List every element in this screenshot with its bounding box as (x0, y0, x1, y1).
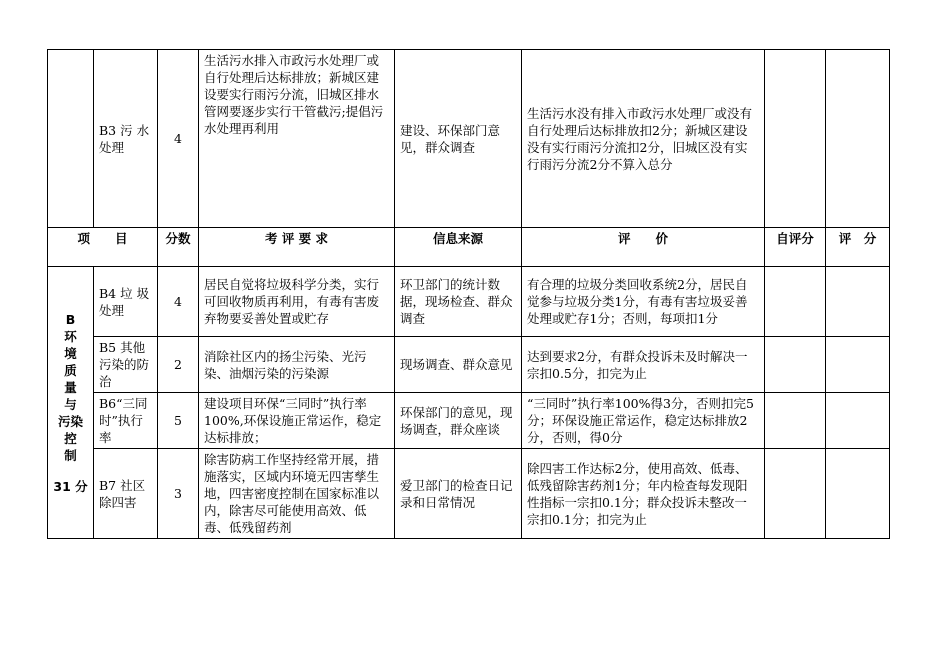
final-score-cell (826, 50, 890, 228)
item-cell: B4 垃 圾处理 (94, 267, 158, 337)
header-requirement: 考 评 要 求 (199, 228, 395, 267)
item-cell: B5 其他污染的防治 (94, 337, 158, 393)
header-source: 信息来源 (395, 228, 522, 267)
evaluation-cell: “三同时”执行率100%得3分，否则扣完5分；环保设施正常运作，稳定达标排放2分，否则，得0分 (522, 393, 765, 449)
header-self-score: 自评分 (765, 228, 826, 267)
category-total: 31 分 (53, 478, 88, 494)
category-char: 境 (64, 345, 77, 361)
evaluation-cell: 有合理的垃圾分类回收系统2分，居民自觉参与垃圾分类1分，有毒有害垃圾妥善处理或贮存1分；否则，每项扣1分 (522, 267, 765, 337)
category-char: 环 (64, 328, 77, 344)
category-cell-empty (48, 50, 94, 228)
self-score-cell (765, 393, 826, 449)
table-row-b7 (48, 449, 890, 539)
category-cell (48, 267, 94, 539)
category-char: B (65, 311, 76, 327)
evaluation-cell: 生活污水没有排入市政污水处理厂或没有自行处理后达标排放扣2分；新城区建设没有实行雨污分流扣2分，旧城区没有实行雨污分流2分不算入总分 (522, 50, 765, 228)
requirement-cell: 消除社区内的扬尘污染、光污染、油烟污染的污染源 (199, 337, 395, 393)
table-header-row (48, 228, 890, 267)
source-cell: 环卫部门的统计数据，现场检查、群众调查 (395, 267, 522, 337)
final-score-cell (826, 449, 890, 539)
header-score: 分数 (158, 228, 199, 267)
evaluation-table (47, 49, 890, 539)
category-char: 质 (64, 362, 77, 378)
score-cell: 4 (158, 267, 199, 337)
item-cell: B7 社区除四害 (94, 449, 158, 539)
source-cell: 爱卫部门的检查日记录和日常情况 (395, 449, 522, 539)
score-cell: 5 (158, 393, 199, 449)
requirement-cell: 除害防病工作坚持经常开展，措施落实，区域内环境无四害孳生地，四害密度控制在国家标准以内，除害尽可能使用高效、低毒、低残留药剂 (199, 449, 395, 539)
final-score-cell (826, 393, 890, 449)
requirement-cell: 居民自觉将垃圾科学分类，实行可回收物质再利用，有毒有害废弃物要妥善处置或贮存 (199, 267, 395, 337)
source-cell: 现场调查、群众意见 (395, 337, 522, 393)
evaluation-cell: 达到要求2分，有群众投诉未及时解决一宗扣0.5分，扣完为止 (522, 337, 765, 393)
header-final-score: 评 分 (826, 228, 890, 267)
self-score-cell (765, 449, 826, 539)
requirement-cell: 生活污水排入市政污水处理厂或自行处理后达标排放；新城区建设要实行雨污分流，旧城区排水管网要逐步实行干管截污;提倡污水处理再利用 (199, 50, 395, 228)
table-row-b4 (48, 267, 890, 337)
item-cell: B3 污 水 处理 (94, 50, 158, 228)
score-cell: 3 (158, 449, 199, 539)
final-score-cell (826, 267, 890, 337)
header-item: 项 目 (48, 228, 158, 267)
header-evaluation: 评 价 (522, 228, 765, 267)
category-char: 污染 (57, 413, 83, 429)
category-char: 与 (64, 396, 77, 412)
table-row-b5 (48, 337, 890, 393)
category-char: 控 (64, 430, 77, 446)
self-score-cell (765, 267, 826, 337)
requirement-cell: 建设项目环保“三同时”执行率100%,环保设施正常运作，稳定达标排放； (199, 393, 395, 449)
score-cell: 4 (158, 50, 199, 228)
score-cell: 2 (158, 337, 199, 393)
table-row-b3 (48, 50, 890, 228)
category-char: 制 (64, 447, 77, 463)
self-score-cell (765, 50, 826, 228)
self-score-cell (765, 337, 826, 393)
source-cell: 建设、环保部门意见，群众调查 (395, 50, 522, 228)
item-cell: B6“三同时”执行率 (94, 393, 158, 449)
source-cell: 环保部门的意见，现场调查，群众座谈 (395, 393, 522, 449)
category-char: 量 (64, 379, 77, 395)
evaluation-cell: 除四害工作达标2分，使用高效、低毒、低残留除害药剂1分；年内检查每发现阳性指标一宗扣0.1分；群众投诉未整改一宗扣0.1分；扣完为止 (522, 449, 765, 539)
final-score-cell (826, 337, 890, 393)
table-row-b6 (48, 393, 890, 449)
